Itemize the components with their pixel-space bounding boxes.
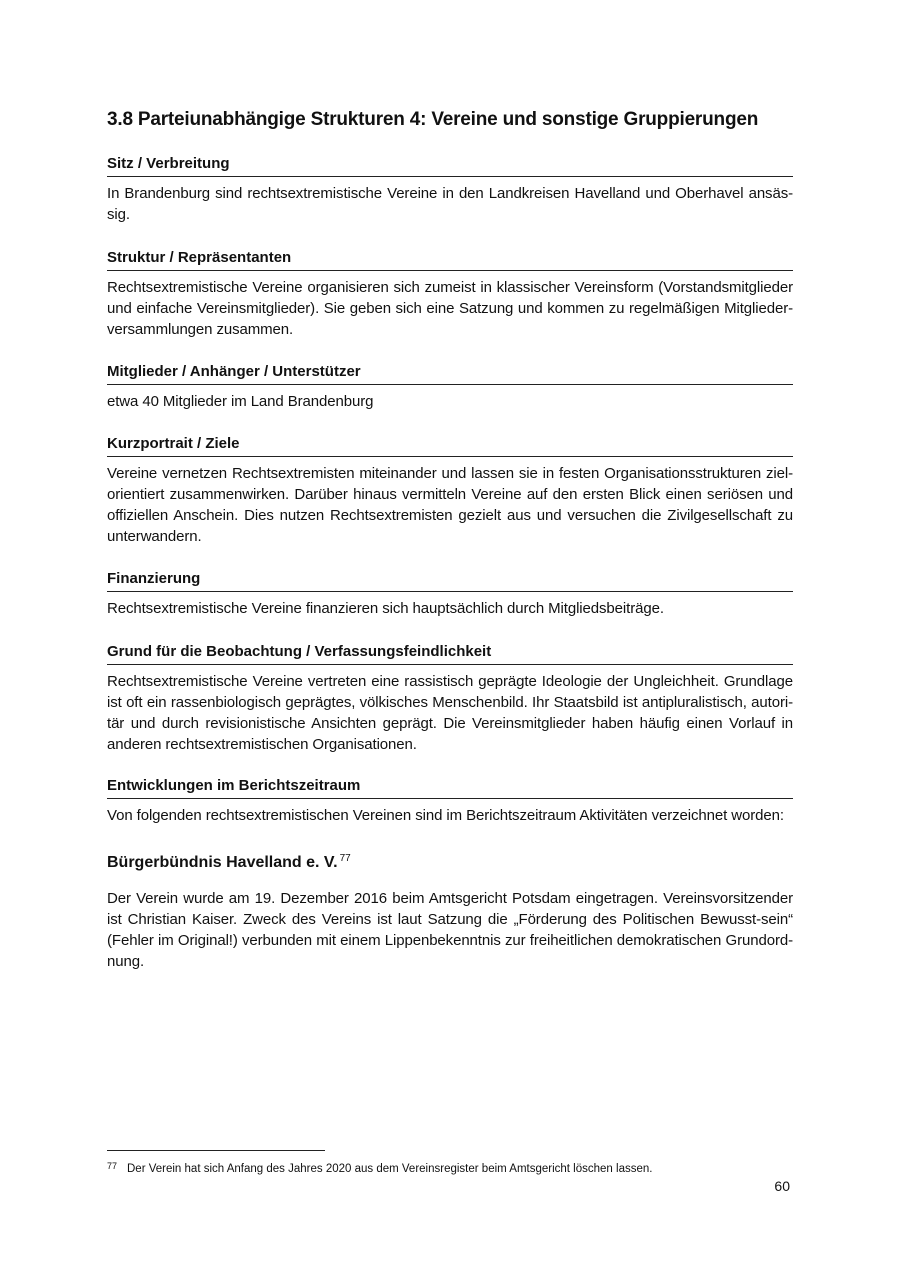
section-struktur-repraesentanten bbox=[107, 248, 793, 340]
section-text: Vereine vernetzen Rechtsextremisten miteinander und lassen sie in festen Organisationsstrukturen ziel-orientiert zusammenwirken. Darüber hinaus vermitteln Vereine auf den ersten Blick einen seriösen und offiziellen Anschein. Dies nutzen Rechtsextremisten gezielt aus und versuchen die Zivilgesellschaft zu unterwandern. bbox=[107, 465, 793, 545]
association-name: Bürgerbündnis Havelland e. V. bbox=[107, 854, 338, 871]
section-heading: Kurzportrait / Ziele bbox=[107, 434, 793, 457]
footnote-text: Der Verein hat sich Anfang des Jahres 2020 aus dem Vereinsregister beim Amtsgericht löschen lassen. bbox=[127, 1163, 653, 1175]
section-heading: Mitglieder / Anhänger / Unterstützer bbox=[107, 362, 793, 385]
page-number: 60 bbox=[774, 1178, 790, 1194]
section-entwicklungen bbox=[107, 776, 793, 826]
association-heading bbox=[107, 848, 351, 874]
footnote-reference[interactable]: 77 bbox=[339, 853, 351, 864]
footnote bbox=[107, 1158, 793, 1177]
section-grund-beobachtung bbox=[107, 642, 793, 755]
section-text: In Brandenburg sind rechtsextremistische Vereine in den Landkreisen Havelland und Oberhavel ansäs-sig. bbox=[107, 185, 793, 223]
section-heading: Sitz / Verbreitung bbox=[107, 154, 793, 177]
section-text: Rechtsextremistische Vereine finanzieren sich hauptsächlich durch Mitgliedsbeiträge. bbox=[107, 600, 664, 617]
footnote-number: 77 bbox=[107, 1161, 118, 1171]
section-heading: Grund für die Beobachtung / Verfassungsfeindlichkeit bbox=[107, 642, 793, 665]
chapter-title: 3.8 Parteiunabhängige Strukturen 4: Vereine und sonstige Gruppierungen bbox=[107, 109, 759, 130]
association-description: Der Verein wurde am 19. Dezember 2016 beim Amtsgericht Potsdam eingetragen. Vereinsvorsitzender ist Christian Kaiser. Zweck des Vereins ist laut Satzung die „Förderung des Politischen Bewusst-sein“ (Fehler im Original!) verbunden mit einem Lippenbekenntnis zur freiheitlichen demokratischen Grundord-nung. bbox=[107, 890, 793, 970]
section-mitglieder bbox=[107, 362, 793, 412]
section-text: Von folgenden rechtsextremistischen Vereinen sind im Berichtszeitraum Aktivitäten verzeichnet worden: bbox=[107, 807, 784, 824]
section-text: etwa 40 Mitglieder im Land Brandenburg bbox=[107, 393, 374, 410]
section-heading: Entwicklungen im Berichtszeitraum bbox=[107, 776, 793, 799]
section-kurzportrait-ziele bbox=[107, 434, 793, 547]
section-heading: Finanzierung bbox=[107, 569, 793, 592]
footnote-divider bbox=[107, 1150, 325, 1151]
section-text: Rechtsextremistische Vereine organisieren sich zumeist in klassischer Vereinsform (Vorstandsmitglieder und einfache Vereinsmitglieder). Sie geben sich eine Satzung und kommen zu regelmäßigen Mitglieder-versammlungen zusammen. bbox=[107, 279, 793, 338]
section-text: Rechtsextremistische Vereine vertreten eine rassistisch geprägte Ideologie der Ungleichheit. Grundlage ist oft ein rassenbiologisch geprägtes, völkisches Menschenbild. Ihr Staatsbild ist antipluralistisch, autori-tär und durch revisionistische Ansichten geprägt. Die Vereinsmitglieder haben häufig einen Vorlauf in anderen rechtsextremistischen Organisationen. bbox=[107, 673, 793, 753]
section-heading: Struktur / Repräsentanten bbox=[107, 248, 793, 271]
section-finanzierung bbox=[107, 569, 793, 619]
section-sitz-verbreitung bbox=[107, 154, 793, 225]
